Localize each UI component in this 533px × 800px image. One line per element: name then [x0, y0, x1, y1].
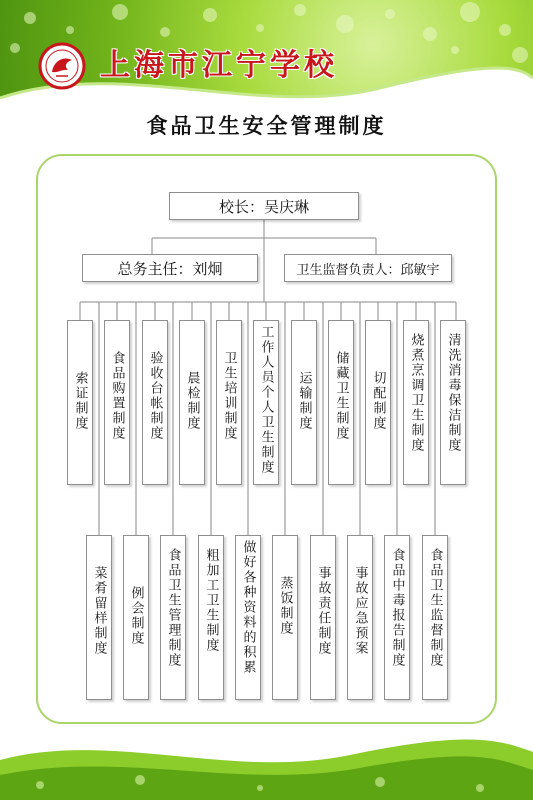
director-left-role: 总务主任: [117, 259, 178, 278]
principal-role: 校长: [218, 197, 249, 216]
regulation-box: [253, 320, 279, 485]
regulation-label: 粗加工卫生制度: [203, 548, 219, 653]
regulation-label: 索证制度: [72, 371, 88, 431]
regulation-label: 食品购置制度: [109, 351, 125, 441]
regulation-label: 卫生培训制度: [221, 351, 237, 441]
regulation-box: [216, 320, 242, 485]
hygiene-supervisor-box: [284, 254, 452, 282]
regulation-box: [86, 535, 112, 700]
regulation-label: 清洗消毒保洁制度: [445, 333, 461, 453]
director-right-name: 邱敏宇: [400, 262, 440, 278]
regulation-box: [365, 320, 391, 485]
regulation-label: 工作人员个人卫生制度: [258, 325, 274, 475]
regulation-label: 食品中毒报告制度: [389, 548, 405, 668]
regulation-box: [440, 320, 466, 485]
regulation-label: 蒸饭制度: [277, 576, 293, 636]
regulation-label: 切配制度: [370, 371, 386, 431]
regulation-box: [422, 535, 448, 700]
regulation-label: 验收台帐制度: [147, 351, 163, 441]
regulation-box: [347, 535, 373, 700]
regulation-box: [179, 320, 205, 485]
regulation-label: 运输制度: [296, 371, 312, 431]
regulation-box: [291, 320, 317, 485]
principal-name: 吴庆琳: [264, 197, 310, 216]
regulation-box: [123, 535, 149, 700]
regulation-label: 例会制度: [128, 586, 144, 646]
regulation-box: [67, 320, 93, 485]
regulation-label: 晨检制度: [184, 371, 200, 431]
regulation-label: 食品卫生监督制度: [427, 548, 443, 668]
regulation-box: [104, 320, 130, 485]
director-right-role: 卫生监督负责人: [296, 262, 388, 278]
principal-colon: ：: [248, 197, 264, 216]
regulation-box: [272, 535, 298, 700]
regulation-box: [142, 320, 168, 485]
regulation-box: [235, 535, 261, 700]
director-left-name: 刘炯: [192, 259, 223, 278]
page-title: 食品卫生安全管理制度: [146, 114, 387, 138]
regulation-label: 做好各种资料的积累: [240, 540, 256, 675]
regulation-box: [160, 535, 186, 700]
director-right-colon: ：: [387, 262, 401, 278]
regulation-box: [403, 320, 429, 485]
regulation-box: [198, 535, 224, 700]
regulation-label: 事故应急预案: [352, 566, 368, 656]
director-left-colon: ：: [177, 259, 193, 278]
regulation-label: 食品卫生管理制度: [165, 548, 181, 668]
regulation-label: 菜肴留样制度: [91, 566, 107, 656]
regulation-box: [384, 535, 410, 700]
principal-box: [169, 192, 359, 220]
regulation-box: [328, 320, 354, 485]
regulation-label: 事故责任制度: [315, 566, 331, 656]
school-name: 上海市江宁学校: [100, 48, 338, 83]
regulation-label: 烧煮烹调卫生制度: [408, 333, 424, 453]
general-affairs-director-box: [82, 254, 258, 282]
regulation-label: 储藏卫生制度: [333, 351, 349, 441]
regulation-box: [310, 535, 336, 700]
